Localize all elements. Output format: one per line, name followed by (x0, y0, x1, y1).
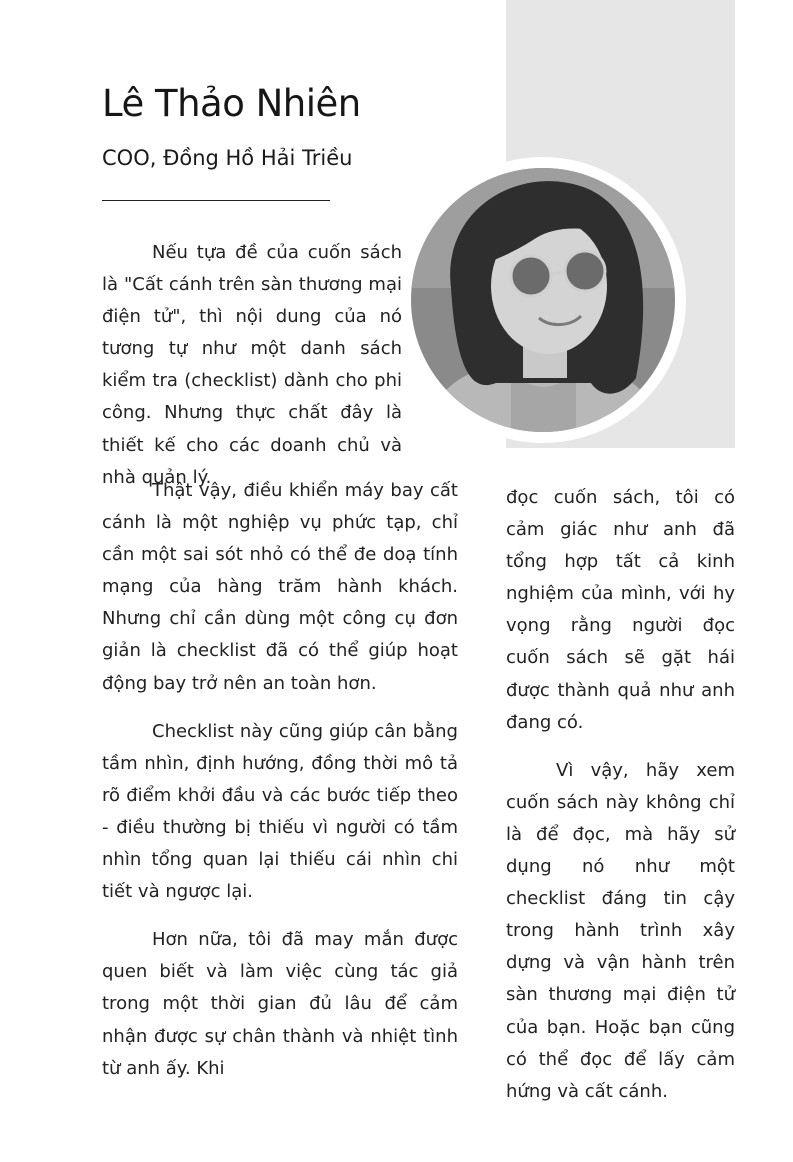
title-divider (102, 200, 330, 201)
paragraph-takeoff: Thật vậy, điều khiển máy bay cất cánh là một nghiệp vụ phức tạp, chỉ cần một sai sót nhỏ có thể đe doạ tính mạng của hàng trăm hành khách. Nhưng chỉ cần dùng một công cụ đơn giản là checklist đã có thể giúp hoạt động bay trở nên an toàn hơn. (102, 480, 458, 694)
paragraph-acquaintance-continued: đọc cuốn sách, tôi có cảm giác như anh đã tổng hợp tất cả kinh nghiệm của mình, với hy vọng rằng người đọc cuốn sách sẽ gặt hái được thành quả như anh đang có. (506, 487, 735, 733)
author-name: Lê Thảo Nhiên (102, 82, 361, 125)
intro-column (102, 237, 402, 494)
paragraph-acquaintance: Hơn nữa, tôi đã may mắn được quen biết và làm việc cùng tác giả trong một thời gian đủ lâu để cảm nhận được sự chân thành và nhiệt tình từ anh ấy. Khi (102, 929, 458, 1079)
left-column (102, 475, 458, 1085)
right-column (506, 482, 735, 1108)
paragraph-conclusion: Vì vậy, hãy xem cuốn sách này không chỉ là để đọc, mà hãy sử dụng nó như một checklist đáng tin cậy trong hành trình xây dựng và vận hành trên sàn thương mại điện tử của bạn. Hoặc bạn cũng có thể đọc để lấy cảm hứng và cất cánh. (506, 759, 735, 1102)
paragraph-checklist: Checklist này cũng giúp cân bằng tầm nhìn, định hướng, đồng thời mô tả rõ điểm khởi đầu và các bước tiếp theo - điều thường bị thiếu vì người có tầm nhìn tổng quan lại thiếu cái nhìn chi tiết và ngược lại. (102, 720, 458, 903)
paragraph-intro: Nếu tựa đề của cuốn sách là "Cất cánh trên sàn thương mại điện tử", thì nội dung của nó tương tự như một danh sách kiểm tra (checklist) dành cho phi công. Nhưng thực chất đây là thiết kế cho các doanh chủ và nhà quản lý. (102, 242, 402, 488)
portrait-illustration (411, 168, 675, 432)
author-role: COO, Đồng Hồ Hải Triều (102, 146, 353, 170)
author-portrait (400, 157, 686, 443)
